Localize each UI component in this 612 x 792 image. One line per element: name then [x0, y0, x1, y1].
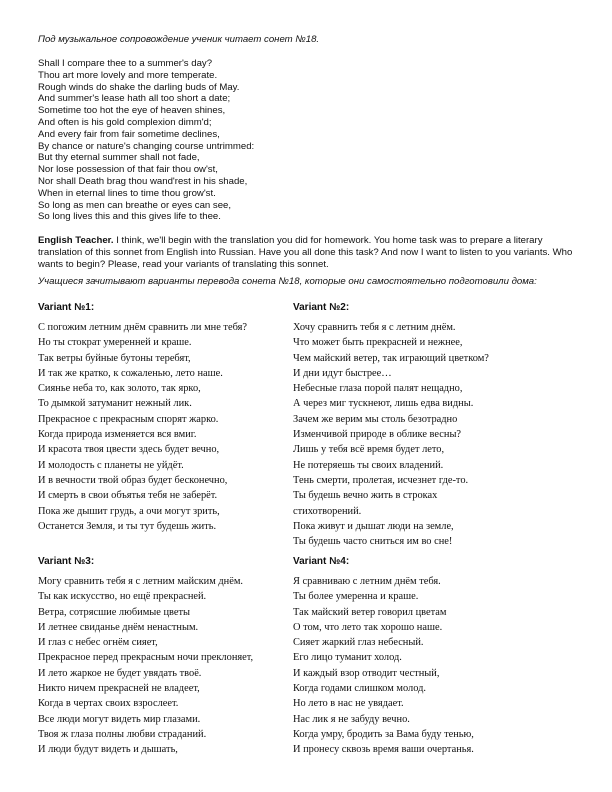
poem-line: Ветра, сотрясшие любимые цветы — [38, 606, 191, 618]
poem-line: То дымкой затуманит нежный лик. — [38, 398, 192, 410]
poem-line: Пока живут и дышат люди на земле, — [293, 520, 454, 532]
poem-line: А через миг тускнеют, лишь едва видны. — [293, 398, 474, 410]
poem-line: Нас лик я не забуду вечно. — [293, 713, 410, 725]
sonnet-line: Thou art more lovely and more temperate. — [38, 69, 218, 81]
poem-line: И лето жаркое не будет увядать твоё. — [38, 667, 202, 679]
sonnet-line: And summer's lease hath all too short a date; — [38, 93, 231, 105]
poem-line: Твоя ж глаза полны любви страданий. — [38, 728, 207, 740]
variant-1 — [38, 302, 300, 534]
poem-line: Ты как искусство, но ещё прекрасней. — [38, 591, 207, 603]
sonnet-line: Sometime too hot the eye of heaven shines, — [38, 105, 226, 117]
poem-line: Зачем же верим мы столь безотрадно — [293, 413, 458, 425]
variant-2 — [293, 302, 555, 549]
variant-4 — [293, 556, 555, 758]
poem-line: И люди будут видеть и дышать, — [38, 744, 178, 756]
poem-line: стихотворений. — [293, 505, 362, 517]
poem-line: Когда природа изменяется вся вмиг. — [38, 429, 197, 441]
sonnet-line: When in eternal lines to time thou grow'st. — [38, 187, 216, 199]
sonnet-line: Shall I compare thee to a summer's day? — [38, 58, 213, 69]
poem-line: Ты более умеренна и краше. — [293, 591, 419, 603]
sonnet-line: So long lives this and this gives life to thee. — [38, 211, 221, 223]
poem-line: И дни идут быстрее… — [293, 367, 392, 379]
poem-line: Что может быть прекрасней и нежнее, — [293, 337, 463, 349]
poem-line: Так ветры буйные бутоны теребят, — [38, 352, 191, 364]
poem-line: Ты будешь часто сниться им во сне! — [293, 536, 453, 548]
sonnet-line: But thy eternal summer shall not fade, — [38, 152, 200, 164]
poem-line: Когда умру, бродить за Вама буду тенью, — [293, 728, 474, 740]
intro-note: Под музыкальное сопровождение ученик читает сонет №18. — [38, 34, 320, 45]
poem-line: Пока же дышит грудь, а очи могут зрить, — [38, 505, 220, 517]
sonnet-line: And often is his gold complexion dimm'd; — [38, 116, 212, 128]
poem-line: С погожим летним днём сравнить ли мне тебя? — [38, 322, 247, 333]
teacher-speaker: English Teacher. — [38, 235, 114, 246]
poem-line: Так майский ветер говорил цветам — [293, 606, 447, 618]
poem-line: Но ты стократ умеренней и краше. — [38, 337, 192, 349]
poem-line: И так же кратко, к сожаленью, лето наше. — [38, 367, 223, 379]
sonnet-line: And every fair from fair sometime declines, — [38, 128, 220, 140]
variant-3 — [38, 556, 300, 758]
variant-title: Variant №4: — [293, 556, 350, 567]
poem-line: О том, что лето так хорошо наше. — [293, 621, 443, 633]
poem-line: Сияньe неба то, как золото, так ярко, — [38, 383, 201, 395]
sonnet-line: Nor shall Death brag thou wand'rest in his shade, — [38, 175, 248, 187]
variant-title: Variant №1: — [38, 302, 95, 313]
poem-line: Тень смерти, пролетая, исчезнет где-то. — [293, 474, 469, 486]
poem-line: Хочу сравнить тебя я с летним днём. — [293, 322, 456, 333]
sonnet-line: By chance or nature's changing course untrimmed: — [38, 140, 255, 152]
students-note: Учащиеся зачитывают варианты перевода сонета №18, которые они самостоятельно подготовили дома: — [38, 276, 537, 287]
poem-line: И летнее свиданье днём ненастным. — [38, 621, 199, 633]
sonnet-line: Nor lose possession of that fair thou ow'st, — [38, 164, 218, 176]
poem-line: И в вечности твой образ будет бесконечно, — [38, 474, 228, 486]
poem-line: Могу сравнить тебя я с летним майским днём. — [38, 576, 244, 587]
poem-line: Ты будешь вечно жить в строках — [293, 490, 438, 502]
poem-line: И смерть в свои объятья тебя не заберёт. — [38, 490, 218, 502]
poem-line: Я сравниваю с летним днём тебя. — [293, 576, 441, 587]
sonnet-text — [38, 58, 598, 223]
poem-line: Когда в чертах своих взрослеет. — [38, 698, 179, 710]
poem-line: Лишь у тебя всё время будет лето, — [293, 444, 445, 456]
poem-line: Все люди могут видеть мир глазами. — [38, 713, 201, 725]
poem-line: Но лето в нас не увядает. — [293, 698, 404, 710]
poem-line: Прекрасное перед прекрасным ночи преклоняет, — [38, 652, 254, 664]
poem-line: И пронесу сквозь время ваши очертанья. — [293, 744, 474, 756]
teacher-text: I think, we'll begin with the translation you did for homework. You home task was to prepare a literary translation of this sonnet from English into Russian. Have you all done this task? And now I want to listen to you variants. Who wants to begin? Please, read your variants of translating this sonnet. — [38, 235, 573, 270]
variant-title: Variant №2: — [293, 302, 350, 313]
poem-line: Его лицо туманит холод. — [293, 652, 402, 664]
poem-line: И красота твоя цвести здесь будет вечно, — [38, 444, 220, 456]
teacher-paragraph — [38, 235, 583, 270]
poem-line: Сияет жаркий глаз небесный. — [293, 637, 424, 649]
poem-line: Прекрасное с прекрасным спорят жарко. — [38, 413, 219, 425]
poem-line: И глаз с небес огнём сияет, — [38, 637, 158, 649]
poem-line: Никто ничем прекрасней не владеет, — [38, 683, 200, 695]
poem-line: Когда годами слишком молод. — [293, 683, 427, 695]
sonnet-line: Rough winds do shake the darling buds of May. — [38, 81, 240, 93]
poem-line: Изменчивой природе в облике весны? — [293, 429, 462, 441]
variant-title: Variant №3: — [38, 556, 95, 567]
poem-line: Останется Земля, и ты тут будешь жить. — [38, 520, 217, 532]
poem-line: Небесные глаза порой палят нещадно, — [293, 383, 463, 395]
poem-line: Не потеряешь ты своих владений. — [293, 459, 444, 471]
poem-line: Чем майский ветер, так играющий цветком? — [293, 352, 489, 364]
sonnet-line: So long as men can breathe or eyes can see, — [38, 199, 232, 211]
poem-line: И каждый взор отводит честный, — [293, 667, 440, 679]
poem-line: И молодость с планеты не уйдёт. — [38, 459, 184, 471]
